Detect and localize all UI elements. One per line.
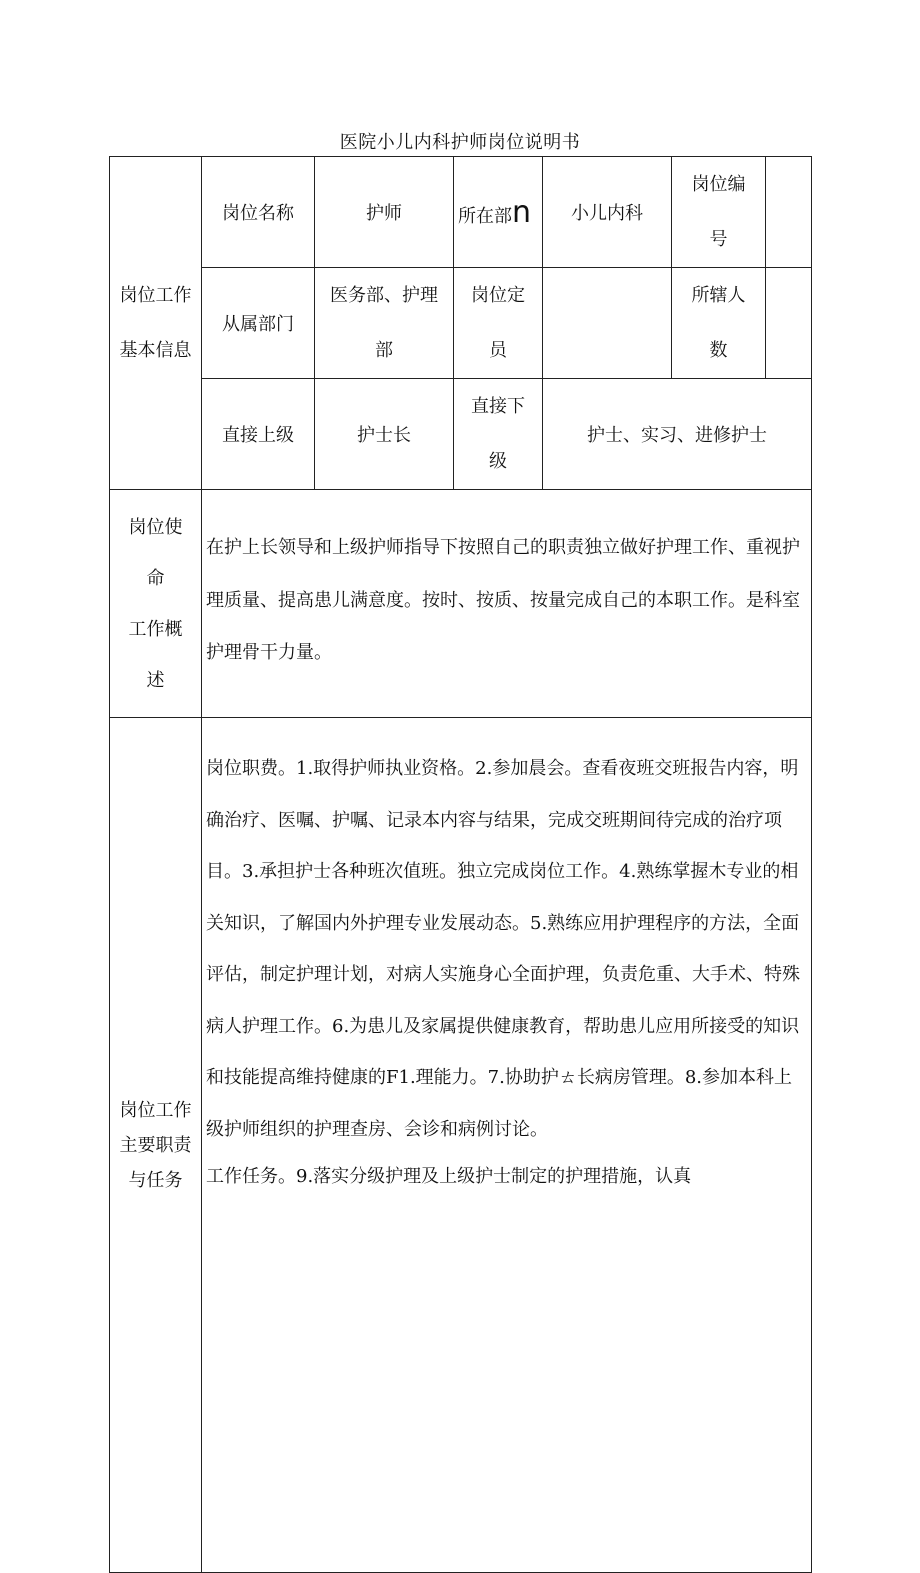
basic-info-section-label: 岗位工作 基本信息 bbox=[110, 157, 202, 490]
job-description-table bbox=[109, 156, 812, 1573]
department-value: 小儿内科 bbox=[543, 157, 672, 268]
post-name-value: 护师 bbox=[315, 157, 454, 268]
duties-paragraph-1: 岗位职费。1.取得护师执业资格。2.参加晨会。查看夜班交班报告内容，明确治疗、医嘱、护嘱、记录本内容与结果，完成交班期间待完成的治疗项目。3.承担护士各种班次值班。独立完成岗位工作。4.熟练掌握木专业的相关知识，了解国内外护理专业发展动态。5.熟练应用护理程序的方法，全面评估，制定护理计划，对病人实施身心全面护理，负责危重、大手术、特殊病人护理工作。6.为患儿及家属提供健康教育，帮助患儿应用所接受的知识和技能提高维持健康的F1.理能力。7.协助护ㄊ长病房管理。8.参加本科上级护师组织的护理查房、会诊和病例讨论。 bbox=[206, 758, 800, 1140]
document-title: 医院小儿内科护师岗位说明书 bbox=[339, 132, 581, 153]
quota-value bbox=[543, 268, 672, 379]
duties-text bbox=[202, 718, 812, 1573]
superior-value: 护士长 bbox=[315, 379, 454, 490]
quota-label: 岗位定 员 bbox=[454, 268, 543, 379]
duties-paragraph-2: 工作任务。9.落实分级护理及上级护士制定的护理措施，认真 bbox=[206, 1166, 692, 1187]
direct-subordinate-value: 护士、实习、进修护士 bbox=[543, 379, 812, 490]
subordinates-value bbox=[766, 268, 812, 379]
affiliated-dept-value: 医务部、护理 部 bbox=[315, 268, 454, 379]
subordinates-label: 所辖人 数 bbox=[672, 268, 766, 379]
post-name-label: 岗位名称 bbox=[202, 157, 315, 268]
post-code-value bbox=[766, 157, 812, 268]
superior-label: 直接上级 bbox=[202, 379, 315, 490]
direct-subordinate-label: 直接下 级 bbox=[454, 379, 543, 490]
affiliated-dept-label: 从属部门 bbox=[202, 268, 315, 379]
post-code-label: 岗位编 号 bbox=[672, 157, 766, 268]
department-label: 所在部n bbox=[454, 157, 543, 268]
duties-label: 岗位工作 主要职责 与任务 bbox=[110, 718, 202, 1573]
mission-label: 岗位使 命 工作概 述 bbox=[110, 490, 202, 718]
mission-text: 在护上长领导和上级护师指导下按照自己的职责独立做好护理工作、重视护理质量、提高患儿满意度。按时、按质、按量完成自己的本职工作。是科室护理骨干力量。 bbox=[202, 490, 812, 718]
